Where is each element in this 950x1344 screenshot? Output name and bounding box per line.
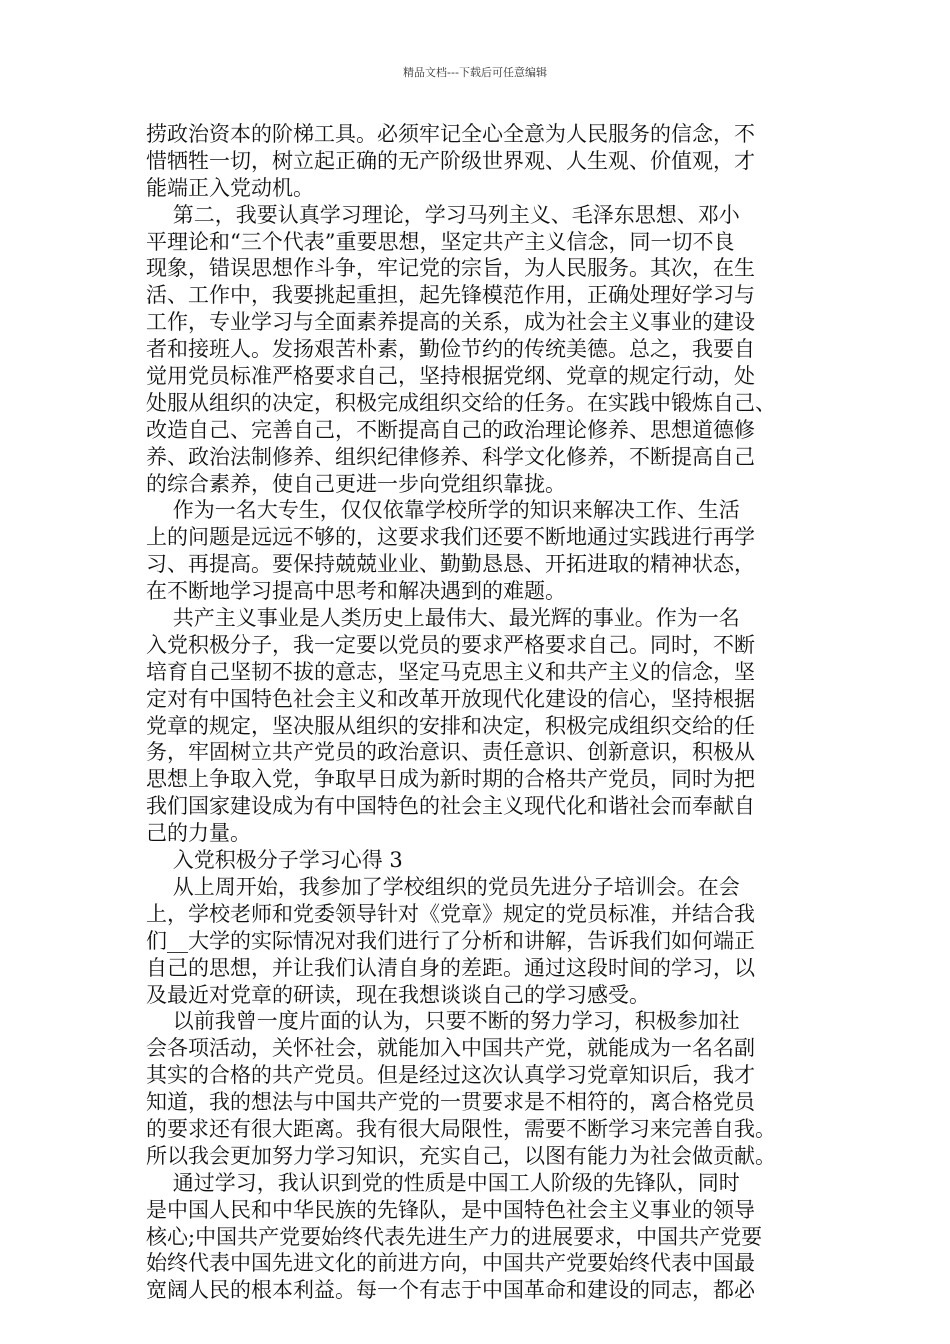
text-line: 的要求还有很大距离。我有很大局限性，需要不断学习来完善自我。 (146, 1116, 776, 1141)
text-line: 核心;中国共产党要始终代表先进生产力的进展要求，中国共产党要 (146, 1224, 763, 1249)
text-line: 入党积极分子学习心得 3 (146, 848, 403, 873)
text-line: 会各项活动，关怀社会，就能加入中国共产党，就能成为一名名副 (146, 1036, 755, 1061)
text-line: 捞政治资本的阶梯工具。必须牢记全心全意为人民服务的信念，不 (146, 122, 755, 146)
page-header: 精品文档---下载后可任意编辑 (403, 66, 547, 79)
text-line: 平理论和“三个代表”重要思想，坚定共产主义信念，同一切不良 (146, 229, 735, 254)
text-line: 务，牢固树立共产党员的政治意识、责任意识、创新意识，积极从 (146, 740, 755, 765)
text-line: 所以我会更加努力学习知识，充实自己，以图有能力为社会做贡献。 (146, 1143, 776, 1168)
text-line: 定对有中国特色社会主义和改革开放现代化建设的信心，坚持根据 (146, 686, 755, 711)
text-line: 上，学校老师和党委领导针对《党章》规定的党员标准，并结合我 (146, 901, 755, 926)
text-line: 能端正入党动机。 (146, 175, 314, 200)
text-line: 党章的规定，坚决服从组织的安排和决定，积极完成组织交给的任 (146, 713, 755, 738)
text-line: 习、再提高。要保持兢兢业业、勤勤恳恳、开拓进取的精神状态， (146, 552, 755, 577)
text-line: 从上周开始，我参加了学校组织的党员先进分子培训会。在会 (146, 874, 740, 899)
document-body (146, 121, 806, 1304)
text-line: 觉用党员标准严格要求自己，坚持根据党纲、党章的规定行动，处 (146, 364, 755, 389)
text-line: 知道，我的想法与中国共产党的一贯要求是不相符的，离合格党员 (146, 1090, 755, 1115)
text-line: 培育自己坚韧不拔的意志，坚定马克思主义和共产主义的信念，坚 (146, 659, 755, 684)
text-line: 是中国人民和中华民族的先锋队，是中国特色社会主义事业的领导 (146, 1197, 755, 1222)
text-line: 者和接班人。发扬艰苦朴素，勤俭节约的传统美德。总之，我要自 (146, 337, 755, 362)
text-line: 我们国家建设成为有中国特色的社会主义现代化和谐社会而奉献自 (146, 794, 755, 819)
text-line: 工作，专业学习与全面素养提高的关系，成为社会主义事业的建设 (146, 310, 755, 335)
text-line: 处服从组织的决定，积极完成组织交给的任务。在实践中锻炼自己、 (146, 390, 776, 415)
text-line: 在不断地学习提高中思考和解决遇到的难题。 (146, 579, 566, 604)
text-line: 活、工作中，我要挑起重担，起先锋模范作用，正确处理好学习与 (146, 283, 755, 308)
text-line: 惜牺牲一切，树立起正确的无产阶级世界观、人生观、价值观，才 (146, 148, 755, 173)
text-line: 始终代表中国先进文化的前进方向，中国共产党要始终代表中国最 (146, 1251, 755, 1276)
text-line: 以前我曾一度片面的认为，只要不断的努力学习，积极参加社 (146, 1009, 740, 1034)
text-line: 养、政治法制修养、组织纪律修养、科学文化修养，不断提高自己 (146, 444, 755, 469)
text-line: 们__大学的实际情况对我们进行了分析和讲解，告诉我们如何端正 (146, 928, 755, 953)
text-line: 思想上争取入党，争取早日成为新时期的合格共产党员，同时为把 (146, 767, 755, 792)
text-line: 共产主义事业是人类历史上最伟大、最光辉的事业。作为一名 (146, 606, 740, 631)
text-line: 的综合素养，使自己更进一步向党组织靠拢。 (146, 471, 566, 496)
text-line: 己的力量。 (146, 821, 251, 846)
text-line: 现象，错误思想作斗争，牢记党的宗旨，为人民服务。其次，在生 (146, 256, 755, 281)
text-line: 及最近对党章的研读，现在我想谈谈自己的学习感受。 (146, 982, 650, 1007)
text-line: 通过学习，我认识到党的性质是中国工人阶级的先锋队，同时 (146, 1170, 740, 1195)
text-line: 自己的思想，并让我们认清自身的差距。通过这段时间的学习，以 (146, 955, 755, 980)
text-line: 作为一名大专生，仅仅依靠学校所学的知识来解决工作、生活 (146, 498, 740, 523)
text-line: 入党积极分子，我一定要以党员的要求严格要求自己。同时，不断 (146, 632, 755, 657)
text-line: 宽阔人民的根本利益。每一个有志于中国革命和建设的同志，都必 (146, 1278, 755, 1303)
text-line: 上的问题是远远不够的，这要求我们还要不断地通过实践进行再学 (146, 525, 755, 550)
text-line: 改造自己、完善自己，不断提高自己的政治理论修养、思想道德修 (146, 417, 755, 442)
text-line: 其实的合格的共产党员。但是经过这次认真学习党章知识后，我才 (146, 1063, 755, 1088)
text-line: 第二，我要认真学习理论，学习马列主义、毛泽东思想、邓小 (146, 202, 740, 227)
